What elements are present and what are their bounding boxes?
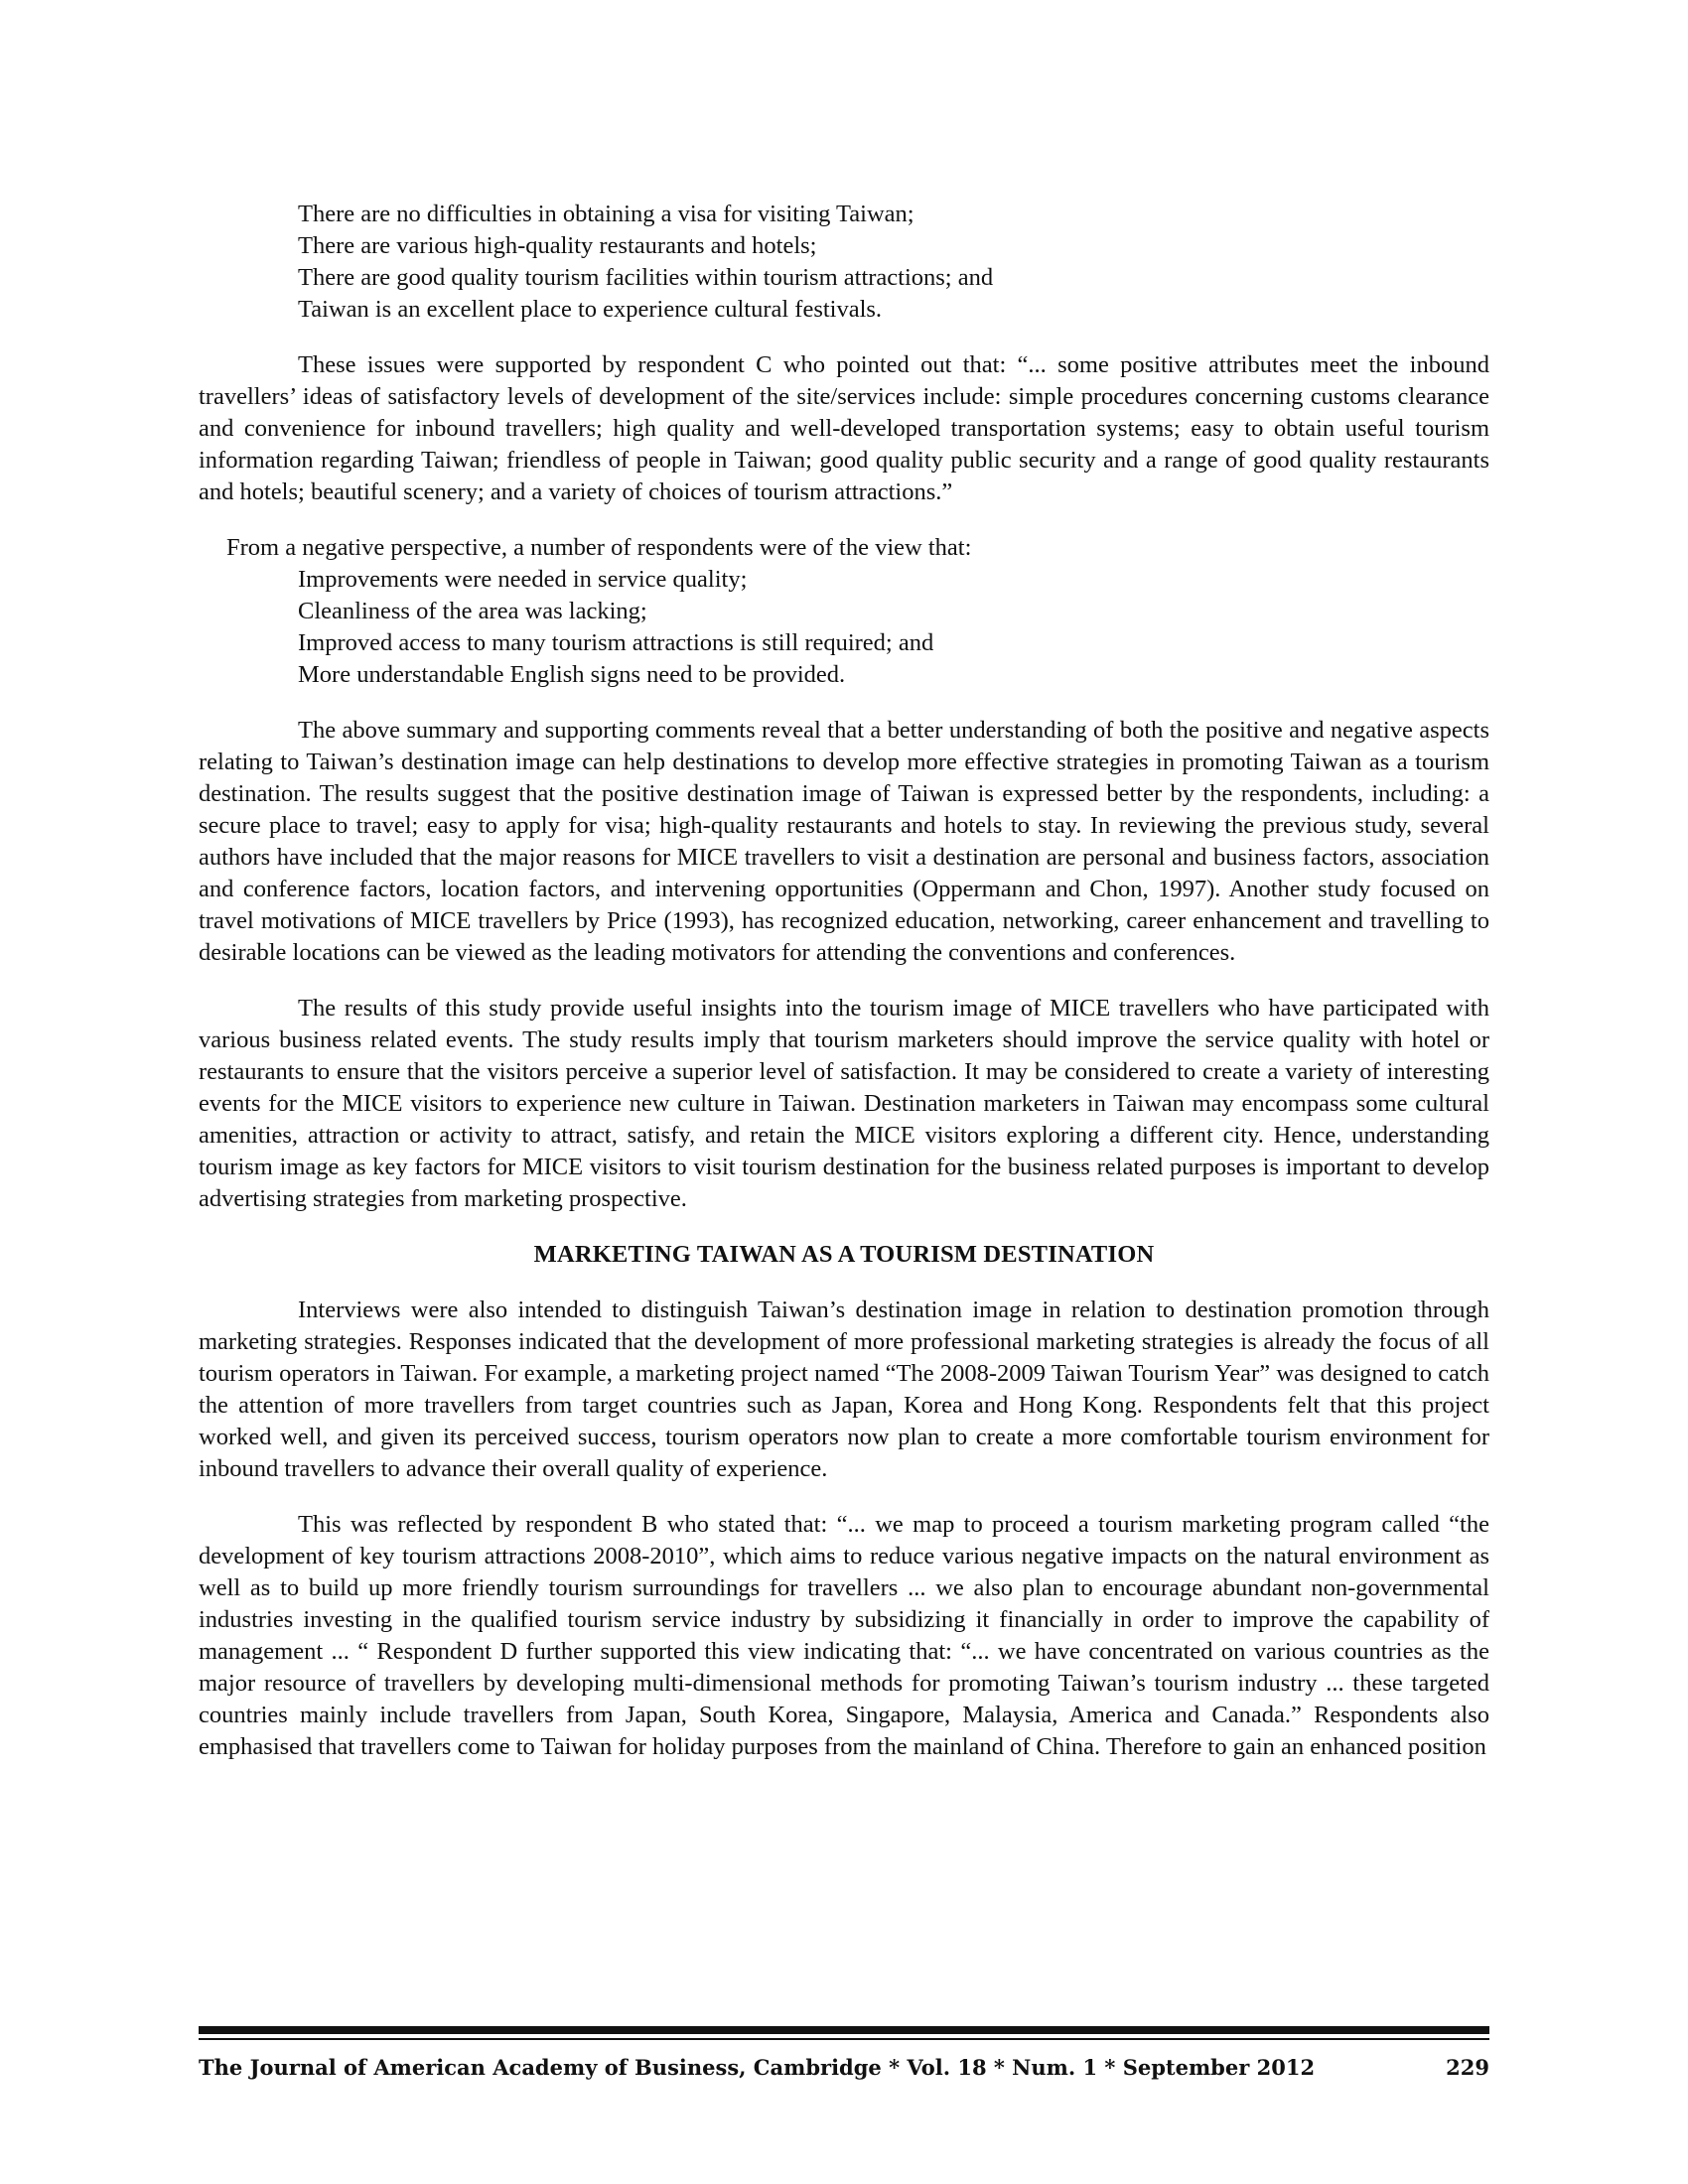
paragraph-summary: The above summary and supporting comments reveal that a better understanding of both the positive and negative aspects relating to Taiwan’s destination image can help destinations to develop more effective strategies in promoting Taiwan as a tourism destination. The results suggest that the positive destination image of Taiwan is expressed better by the respondents, including: a secure place to travel; easy to apply for visa; high-quality restaurants and hotels to stay. In reviewing the previous study, several authors have included that the major reasons for MICE travellers to visit a destination are personal and business factors, association and conference factors, location factors, and intervening opportunities (Oppermann and Chon, 1997). Another study focused on travel motivations of MICE travellers by Price (1993), has recognized education, networking, career enhancement and travelling to desirable locations can be viewed as the leading motivators for attending the conventions and conferences. [199,717,1489,966]
list-item: Taiwan is an excellent place to experience cultural festivals. [298,296,883,323]
paragraph-interviews: Interviews were also intended to distinguish Taiwan’s destination image in relation to destination promotion through marketing strategies. Responses indicated that the development of more professional marketing strategies is already the focus of all tourism operators in Taiwan. For example, a marketing project named “The 2008-2009 Taiwan Tourism Year” was designed to catch the attention of more travellers from target countries such as Japan, Korea and Hong Kong. Respondents felt that this project worked well, and given its perceived success, tourism operators now plan to create a more comfortable tourism environment for inbound travellers to advance their overall quality of experience. [199,1297,1489,1482]
paragraph-results: The results of this study provide useful insights into the tourism image of MICE travellers who have participated with various business related events. The study results imply that tourism marketers should improve the service quality with hotel or restaurants to ensure that the visitors perceive a superior level of satisfaction. It may be considered to create a variety of interesting events for the MICE visitors to experience new culture in Taiwan. Destination marketers in Taiwan may encompass some cultural amenities, attraction or activity to attract, satisfy, and retain the MICE visitors exploring a different city. Hence, understanding tourism image as key factors for MICE visitors to visit tourism destination for the business related purposes is important to develop advertising strategies from marketing prospective. [199,995,1489,1212]
page-number: 229 [1446,2055,1489,2080]
page-footer [199,2055,1489,2095]
footer-rule-thin [199,2038,1489,2040]
list-item: Improved access to many tourism attractions is still required; and [298,629,934,656]
list-item: More understandable English signs need to be provided. [298,661,846,688]
footer-rule-thick [199,2026,1489,2034]
list-item: There are various high-quality restaurants and hotels; [298,232,817,259]
list-item: Cleanliness of the area was lacking; [298,598,647,624]
list-item: There are good quality tourism facilities within tourism attractions; and [298,264,994,291]
journal-citation: The Journal of American Academy of Business, Cambridge * Vol. 18 * Num. 1 * September 2012 [199,2055,1316,2080]
positive-attributes-list [298,199,1489,326]
negative-perspective-intro: From a negative perspective, a number of respondents were of the view that: [226,534,972,561]
section-heading: MARKETING TAIWAN AS A TOURISM DESTINATION [533,1241,1155,1268]
paragraph-respondent-c: These issues were supported by respondent C who pointed out that: “... some positive attributes meet the inbound travellers’ ideas of satisfactory levels of development of the site/services include: simple procedures concerning customs clearance and convenience for inbound travellers; high quality and well-developed transportation systems; easy to obtain useful tourism information regarding Taiwan; friendless of people in Taiwan; good quality public security and a range of good quality restaurants and hotels; beautiful scenery; and a variety of choices of tourism attractions.” [199,351,1489,505]
list-item: There are no difficulties in obtaining a visa for visiting Taiwan; [298,201,914,227]
list-item: Improvements were needed in service quality; [298,566,748,593]
page-body [199,199,1489,1763]
negative-attributes-list [298,564,1489,691]
paragraph-respondent-b: This was reflected by respondent B who stated that: “... we map to proceed a tourism marketing program called “the development of key tourism attractions 2008-2010”, which aims to reduce various negative impacts on the natural environment as well as to build up more friendly tourism surroundings for travellers ... we also plan to encourage abundant non-governmental industries investing in the qualified tourism service industry by subsidizing it financially in order to improve the capability of management ... “ Respondent D further supported this view indicating that: “... we have concentrated on various countries as the major resource of travellers by developing multi-dimensional methods for promoting Taiwan’s tourism industry ... these targeted countries mainly include travellers from Japan, South Korea, Singapore, Malaysia, America and Canada.” Respondents also emphasised that travellers come to Taiwan for holiday purposes from the mainland of China. Therefore to gain an enhanced position [199,1511,1489,1760]
